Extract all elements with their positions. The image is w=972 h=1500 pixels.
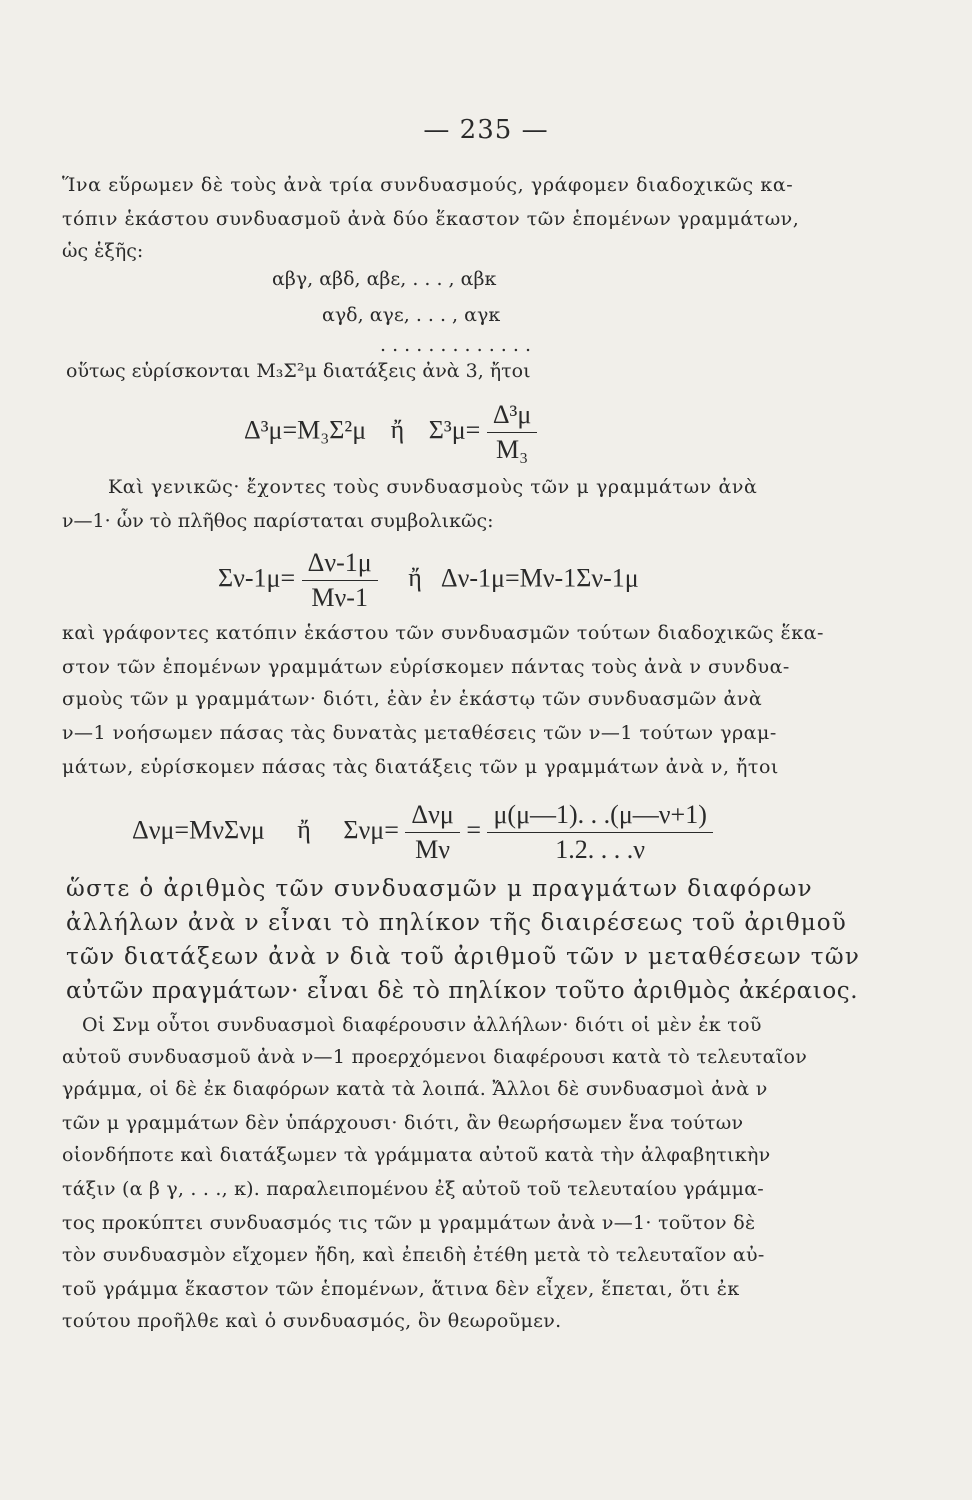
formula-part: Δ³μ=M₃Σ²μ — [244, 415, 367, 445]
text-line: ἀλλήλων ἀνὰ ν εἶναι τὸ πηλίκον τῆς διαιρέσεως τοῦ ἀριθμοῦ — [66, 910, 847, 936]
text-line: Καὶ γενικῶς· ἔχοντες τοὺς συνδυασμοὺς τῶν μ γραμμάτων ἀνὰ — [108, 476, 758, 498]
formula-or: ἤ — [297, 815, 311, 845]
text-line: τάξιν (α β γ, . . ., κ). παραλειπομένου ἐξ αὐτοῦ τοῦ τελευταίου γράμμα- — [62, 1178, 764, 1200]
numerator: Δνμ — [405, 800, 459, 833]
text-line: οἱονδήποτε καὶ διατάξωμεν τὰ γράμματα αὐτοῦ κατὰ τὴν ἀλφαβητικὴν — [62, 1144, 771, 1166]
formula-or: ἤ — [408, 563, 422, 593]
ellipsis-line: . . . . . . . . . . . . . — [380, 334, 531, 356]
text-line: στον τῶν ἑπομένων γραμμάτων εὑρίσκομεν πάντας τοὺς ἀνὰ ν συνδυα- — [62, 656, 790, 678]
formula-part: Δν-1μ=Mν-1Σν-1μ — [440, 563, 639, 593]
fraction — [405, 800, 459, 865]
text-line: γράμμα, οἱ δὲ ἐκ διαφόρων κατὰ τὰ λοιπά. Ἄλλοι δὲ συνδυασμοὶ ἀνὰ ν — [62, 1078, 768, 1100]
text-line: Ἵνα εὕρωμεν δὲ τοὺς ἀνὰ τρία συνδυασμούς, γράφομεν διαδοχικῶς κα- — [62, 174, 794, 196]
fraction — [302, 548, 378, 613]
formula-equals: = — [466, 815, 481, 845]
text-line: τῶν μ γραμμάτων δὲν ὑπάρχουσι· διότι, ἂν θεωρήσωμεν ἕνα τούτων — [62, 1112, 744, 1134]
formula-or: ἤ — [390, 415, 405, 445]
text-line: ὥστε ὁ ἀριθμὸς τῶν συνδυασμῶν μ πραγμάτων διαφόρων — [66, 876, 813, 902]
text-line: Οἱ Σνμ οὗτοι συνδυασμοὶ διαφέρουσιν ἀλλήλων· διότι οἱ μὲν ἐκ τοῦ — [82, 1014, 762, 1036]
formula-part: Σνμ= — [343, 815, 399, 845]
formula-part: Σ³μ= — [428, 415, 481, 445]
combination-list-line: αβγ, αβδ, αβε, . . . , αβκ — [272, 268, 497, 290]
numerator: μ(μ—1). . .(μ—ν+1) — [487, 800, 712, 833]
text-line: τόπιν ἑκάστου συνδυασμοῦ ἀνὰ δύο ἕκαστον τῶν ἑπομένων γραμμάτων, — [62, 208, 800, 230]
formula-part: Δνμ=MνΣνμ — [132, 815, 265, 845]
denominator: M₃ — [495, 435, 529, 464]
text-line: ν—1· ὧν τὸ πλῆθος παρίσταται συμβολικῶς: — [62, 510, 494, 532]
text-line: καὶ γράφοντες κατόπιν ἑκάστου τῶν συνδυασμῶν τούτων διαδοχικῶς ἕκα- — [62, 622, 824, 644]
text-line: αὐτῶν πραγμάτων· εἶναι δὲ τὸ πηλίκον τοῦτο ἀριθμὸς ἀκέραιος. — [66, 978, 859, 1004]
fraction — [487, 400, 537, 465]
formula-3 — [132, 800, 713, 865]
text-line: τοῦ γράμμα ἕκαστον τῶν ἑπομένων, ἅτινα δὲν εἶχεν, ἕπεται, ὅτι ἐκ — [62, 1278, 740, 1300]
text-line: αὐτοῦ συνδυασμοῦ ἀνὰ ν—1 προερχόμενοι διαφέρουσι κατὰ τὸ τελευταῖον — [62, 1046, 808, 1068]
denominator: Mν — [415, 835, 451, 864]
numerator: Δ³μ — [487, 400, 537, 433]
numerator: Δν-1μ — [302, 548, 378, 581]
page-number: — 235 — — [423, 115, 549, 145]
denominator: Mν-1 — [311, 583, 368, 612]
text-line: οὕτως εὑρίσκονται M₃Σ²μ διατάξεις ἀνὰ 3, ἤτοι — [66, 360, 531, 382]
formula-2 — [218, 548, 639, 613]
formula-1 — [244, 400, 537, 465]
text-line: τος προκύπτει συνδυασμός τις τῶν μ γραμμάτων ἀνὰ ν—1· τοῦτον δὲ — [62, 1212, 756, 1234]
denominator: 1.2. . . .ν — [555, 835, 646, 864]
text-line: ν—1 νοήσωμεν πάσας τὰς δυνατὰς μεταθέσεις τῶν ν—1 τούτων γραμ- — [62, 722, 777, 744]
text-line: τὸν συνδυασμὸν εἴχομεν ἤδη, καὶ ἐπειδὴ ἐτέθη μετὰ τὸ τελευταῖον αὐ- — [62, 1244, 765, 1266]
text-line: τῶν διατάξεων ἀνὰ ν διὰ τοῦ ἀριθμοῦ τῶν ν μεταθέσεων τῶν — [66, 944, 861, 970]
text-line: σμοὺς τῶν μ γραμμάτων· διότι, ἐὰν ἐν ἑκάστῳ τῶν συνδυασμῶν ἀνὰ — [62, 688, 763, 710]
combination-list-line: αγδ, αγε, . . . , αγκ — [322, 304, 501, 326]
formula-part: Σν-1μ= — [218, 563, 296, 593]
text-line: ὡς ἑξῆς: — [62, 240, 144, 262]
text-line: τούτου προῆλθε καὶ ὁ συνδυασμός, ὃν θεωροῦμεν. — [62, 1310, 562, 1332]
fraction — [487, 800, 712, 865]
text-line: μάτων, εὑρίσκομεν πάσας τὰς διατάξεις τῶν μ γραμμάτων ἀνὰ ν, ἤτοι — [62, 756, 779, 778]
